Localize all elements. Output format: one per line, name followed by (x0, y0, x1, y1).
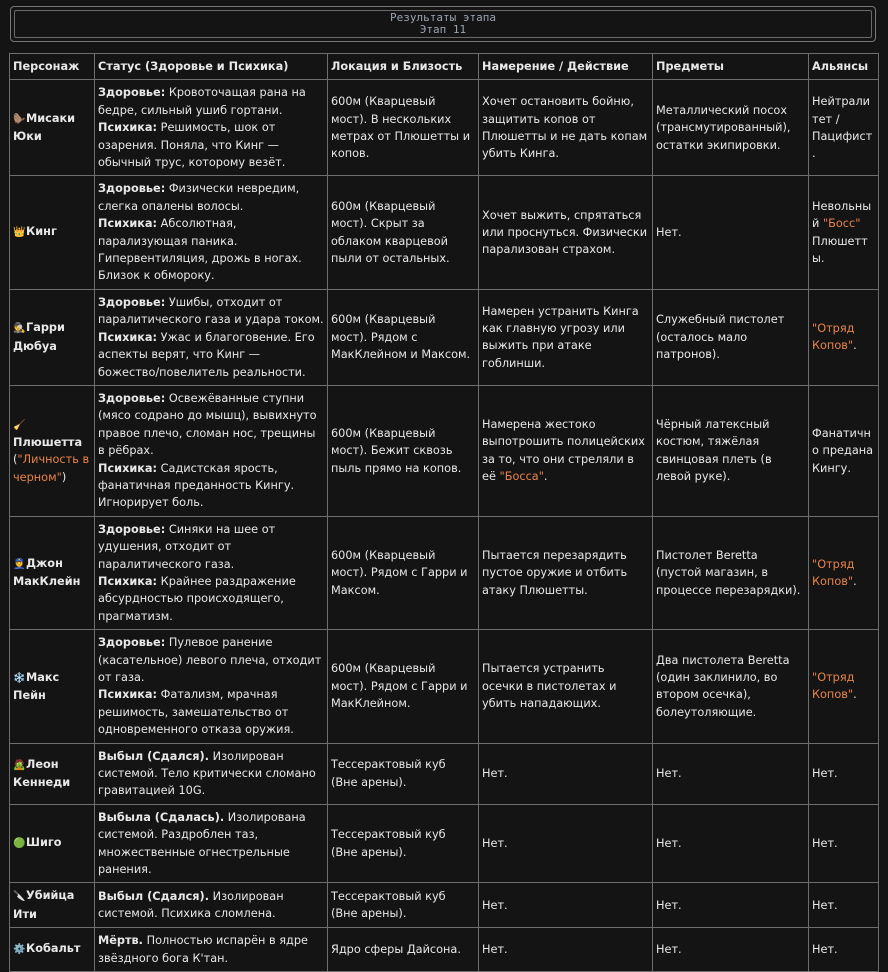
health-label: Здоровье: (98, 295, 166, 309)
location-cell: Тессерактовый куб (Вне арены). (328, 743, 479, 804)
items-cell: Нет. (653, 928, 809, 972)
character-name: Убийца Ити (13, 889, 75, 921)
health-label: Здоровье: (98, 522, 166, 536)
psyche-label: Психика: (98, 217, 158, 231)
beaver-icon: 🦫 (13, 114, 26, 126)
table-row (10, 516, 879, 629)
items-cell: Металлический посох (трансмутированный), остатки экипировки. (653, 80, 809, 176)
psyche-text: Ужас и благоговение. Его аспекты верят, что Кинг — божество/повелитель реальности. (98, 330, 315, 379)
header-status: Статус (Здоровье и Психика) (95, 54, 328, 80)
status-cell (95, 176, 328, 289)
header-items: Предметы (653, 54, 809, 80)
psyche-label: Психика: (98, 574, 158, 588)
detective-icon: 🕵 (13, 323, 26, 335)
header-character: Персонаж (10, 54, 95, 80)
status-cell (95, 804, 328, 883)
intent-text-end: . (543, 470, 548, 484)
stage-results-table (9, 53, 879, 972)
character-name: Макс Пейн (13, 670, 60, 702)
character-cell (10, 928, 95, 972)
location-cell: 600м (Кварцевый мост). Рядом с Гарри и МакКлейном. (328, 630, 479, 743)
psyche-label: Психика: (98, 121, 158, 135)
health-text: Кровоточащая рана на бедре, сильный ушиб гортани. (98, 86, 306, 117)
alliance-cell: Нейтралитет / Пацифист. (809, 80, 879, 176)
items-cell: Два пистолета Beretta (один заклинило, во втором осечка), болеутоляющие. (653, 630, 809, 743)
items-cell: Нет. (653, 804, 809, 883)
table-row (10, 804, 879, 883)
intent-cell: Нет. (479, 804, 653, 883)
intent-cell: Нет. (479, 743, 653, 804)
location-cell: 600м (Кварцевый мост). Бежит сквозь пыль прямо на копов. (328, 385, 479, 516)
snowflake-icon: ❄️ (13, 672, 26, 684)
zombie-icon: 🧟 (13, 759, 26, 771)
psyche-text: Абсолютная, парализующая паника. Гипервентиляция, дрожь в ногах. Близок к обмороку. (98, 217, 302, 283)
status-cell (95, 883, 328, 928)
table-header-row (10, 54, 879, 80)
stage-banner-subtitle: Этап 11 (419, 23, 467, 36)
character-cell (10, 176, 95, 289)
items-cell: Нет. (653, 883, 809, 928)
alliance-highlight: "Босс" (822, 217, 861, 231)
items-cell: Чёрный латексный костюм, тяжёлая свинцовая плеть (в левой руке). (653, 385, 809, 516)
psyche-label: Психика: (98, 688, 158, 702)
table-row (10, 385, 879, 516)
psyche-text: Крайнее раздражение абсурдностью происходящего, прагматизм. (98, 574, 296, 623)
location-cell: Тессерактовый куб (Вне арены). (328, 804, 479, 883)
header-location: Локация и Близость (328, 54, 479, 80)
location-cell: 600м (Кварцевый мост). Рядом с МакКлейном и Максом. (328, 289, 479, 385)
alliance-highlight: "Отряд Копов" (812, 321, 855, 353)
intent-text: Намерена жестоко выпотрошить полицейских за то, что они стреляли в её (482, 418, 645, 484)
psyche-text: Фатализм, мрачная решимость, замешательство от одновременного отказа оружия. (98, 688, 294, 737)
stage-banner-title: Результаты этапа (390, 11, 496, 24)
items-cell: Служебный пистолет (осталось мало патронов). (653, 289, 809, 385)
health-text: Ушибы, отходит от паралитического газа и удара током. (98, 295, 324, 327)
health-label: Здоровье: (98, 391, 166, 405)
character-cell (10, 80, 95, 176)
clipped-top-text (12, 0, 52, 2)
status-bold: Выбыл (Сдался). (98, 749, 210, 763)
broom-icon: 🧹 (13, 419, 26, 431)
table-row (10, 80, 879, 176)
status-bold: Мёртв. (98, 934, 143, 948)
intent-cell: Намерен устранить Кинга как главную угрозу или выжить при атаке гоблинши. (479, 289, 653, 385)
location-cell: 600м (Кварцевый мост). В нескольких метрах от Плюшетты и копов. (328, 80, 479, 176)
crown-icon: 👑 (13, 227, 26, 239)
character-alias: "Личность в черном" (13, 453, 90, 484)
intent-cell: Нет. (479, 928, 653, 972)
character-name: Джон МакКлейн (13, 557, 81, 589)
stage-banner (10, 6, 876, 42)
psyche-label: Психика: (98, 461, 158, 475)
intent-cell: Пытается устранить осечки в пистолетах и убить нападающих. (479, 630, 653, 743)
gear-icon: ⚙️ (13, 944, 26, 956)
intent-cell: Хочет выжить, спрятаться или проснуться. Физически парализован страхом. (479, 176, 653, 289)
character-cell (10, 516, 95, 629)
alliance-highlight: "Отряд Копов" (812, 557, 855, 588)
status-bold: Выбыл (Сдался). (98, 889, 210, 903)
character-name: Шиго (26, 836, 62, 850)
alliance-cell (809, 516, 879, 629)
alliance-cell (809, 630, 879, 743)
intent-cell: Хочет остановить бойню, защитить копов от Плюшетты и не дать копам убить Кинга. (479, 80, 653, 176)
location-cell: Ядро сферы Дайсона. (328, 928, 479, 972)
intent-cell: Пытается перезарядить пустое оружие и отбить атаку Плюшетты. (479, 516, 653, 629)
table-row (10, 289, 879, 385)
character-cell (10, 804, 95, 883)
character-cell: 🧹Плюшетта ("Личность в черном") (10, 385, 95, 516)
status-text: Изолирован системой. Тело критически сломано гравитацией 10G. (98, 749, 316, 798)
character-cell (10, 883, 95, 928)
health-label: Здоровье: (98, 86, 166, 100)
header-alliance: Альянсы (809, 54, 879, 80)
character-name: Леон Кеннеди (13, 757, 71, 790)
alliance-text-end: . (853, 339, 857, 353)
alliance-text-end: Плюшетты. (812, 234, 868, 266)
character-name: Мисаки Юки (13, 112, 76, 144)
status-cell (95, 928, 328, 972)
alliance-text-end: . (853, 574, 857, 588)
items-cell: Пистолет Beretta (пустой магазин, в процессе перезарядки). (653, 516, 809, 629)
alliance-cell (809, 176, 879, 289)
intent-cell: Нет. (479, 883, 653, 928)
alliance-text: Невольный (812, 199, 872, 231)
stage-banner-inner (14, 10, 872, 38)
status-cell (95, 743, 328, 804)
location-cell: 600м (Кварцевый мост). Рядом с Гарри и Максом. (328, 516, 479, 629)
green-circle-icon: 🟢 (13, 838, 26, 850)
table-row (10, 630, 879, 743)
health-label: Здоровье: (98, 636, 166, 650)
character-name: Плюшетта (13, 435, 83, 449)
health-text: Синяки на шее от удушения, отходит от паралитического газа. (98, 522, 276, 571)
alliance-cell: Нет. (809, 928, 879, 972)
location-cell: 600м (Кварцевый мост). Скрыт за облаком кварцевой пыли от остальных. (328, 176, 479, 289)
health-text: Освежёванные ступни (мясо содрано до мышц), вывихнуто правое плечо, сломан нос, трещины в рёбрах. (98, 391, 317, 458)
status-cell (95, 516, 328, 629)
items-cell: Нет. (653, 743, 809, 804)
status-text: Изолирована системой. Раздроблен таз, множественные огнестрельные ранения. (98, 810, 306, 877)
status-text: Полностью испарён в ядре звёздного бога К'тан. (98, 934, 308, 965)
character-name: Кобальт (26, 942, 81, 956)
alliance-cell: Нет. (809, 883, 879, 928)
table-row (10, 928, 879, 972)
alliance-text-end: . (853, 688, 857, 702)
header-intent: Намерение / Действие (479, 54, 653, 80)
health-text: Физически невредим, слегка опалены волосы. (98, 182, 300, 213)
health-text: Пулевое ранение (касательное) левого плеча, отходит от газа. (98, 636, 322, 684)
character-cell (10, 289, 95, 385)
knife-icon: 🔪 (13, 891, 26, 903)
psyche-text: Решимость, шок от озарения. Поняла, что Кинг — обычный трус, которому везёт. (98, 121, 286, 170)
alliance-cell (809, 289, 879, 385)
psyche-text: Садистская ярость, фанатичная преданность Кингу. Игнорирует боль. (98, 461, 295, 510)
intent-highlight: "Босса" (499, 470, 544, 484)
character-name: Гарри Дюбуа (13, 321, 65, 353)
items-cell: Нет. (653, 176, 809, 289)
character-cell (10, 630, 95, 743)
status-cell (95, 289, 328, 385)
psyche-label: Психика: (98, 330, 158, 344)
alliance-cell: Нет. (809, 743, 879, 804)
status-bold: Выбыла (Сдалась). (98, 810, 225, 824)
status-cell (95, 80, 328, 176)
location-cell: Тессерактовый куб (Вне арены). (328, 883, 479, 928)
alliance-cell: Фанатично предана Кингу. (809, 385, 879, 516)
table-row (10, 743, 879, 804)
health-label: Здоровье: (98, 182, 166, 196)
table-row (10, 883, 879, 928)
intent-cell (479, 385, 653, 516)
character-name: Кинг (26, 225, 57, 239)
police-officer-icon: 👮 (13, 559, 26, 571)
alliance-highlight: "Отряд Копов" (812, 671, 855, 702)
table-row (10, 176, 879, 289)
status-cell (95, 385, 328, 516)
character-cell (10, 743, 95, 804)
alliance-cell: Нет. (809, 804, 879, 883)
status-cell (95, 630, 328, 743)
status-text: Изолирован системой. Психика сломлена. (98, 889, 284, 921)
